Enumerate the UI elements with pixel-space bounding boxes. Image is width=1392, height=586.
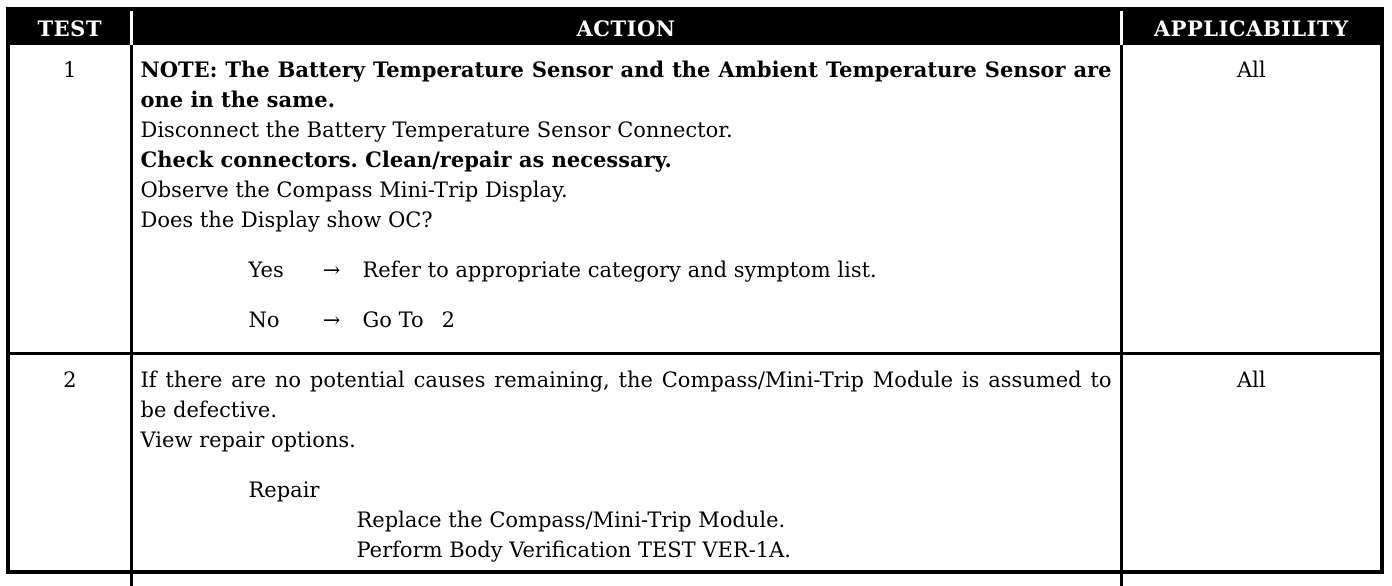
action-cell (131, 45, 1121, 354)
action-line: Disconnect the Battery Temperature Sensor Connector. (141, 115, 1112, 145)
applicability-value: All (1121, 354, 1380, 586)
diagnostic-table-frame (6, 7, 1384, 574)
test-number: 2 (10, 354, 131, 586)
choice-yes (249, 255, 1112, 285)
choice-yes-text: Refer to appropriate category and symptom list. (363, 255, 1112, 285)
goto-link[interactable] (363, 305, 1112, 335)
action-line: Does the Display show OC? (141, 205, 1112, 235)
choice-no-label: No (249, 305, 301, 335)
table-row (10, 354, 1380, 586)
goto-target: 2 (442, 308, 455, 332)
diagnostic-test-table (10, 11, 1380, 586)
header-action: ACTION (131, 11, 1121, 45)
header-test: TEST (10, 11, 131, 45)
repair-step: Perform Body Verification TEST VER-1A. (357, 535, 1112, 565)
goto-text: Go To (363, 308, 424, 332)
table-row (10, 45, 1380, 354)
action-line: If there are no potential causes remaining, the Compass/Mini-Trip Module is assumed to be defective. (141, 365, 1112, 425)
action-line: Observe the Compass Mini-Trip Display. (141, 175, 1112, 205)
right-arrow-icon: → (301, 255, 363, 285)
header-row (10, 11, 1380, 45)
note-text: NOTE: The Battery Temperature Sensor and the Ambient Temperature Sensor are one in the same. (141, 55, 1112, 115)
header-applicability: APPLICABILITY (1121, 11, 1380, 45)
repair-label: Repair (249, 475, 1112, 505)
choice-no (249, 305, 1112, 335)
action-line: View repair options. (141, 425, 1112, 455)
action-cell (131, 354, 1121, 586)
table-header (10, 11, 1380, 45)
test-number: 1 (10, 45, 131, 354)
choice-yes-label: Yes (249, 255, 301, 285)
applicability-value: All (1121, 45, 1380, 354)
right-arrow-icon: → (301, 305, 363, 335)
repair-step: Replace the Compass/Mini-Trip Module. (357, 505, 1112, 535)
action-line: Check connectors. Clean/repair as necessary. (141, 145, 1112, 175)
